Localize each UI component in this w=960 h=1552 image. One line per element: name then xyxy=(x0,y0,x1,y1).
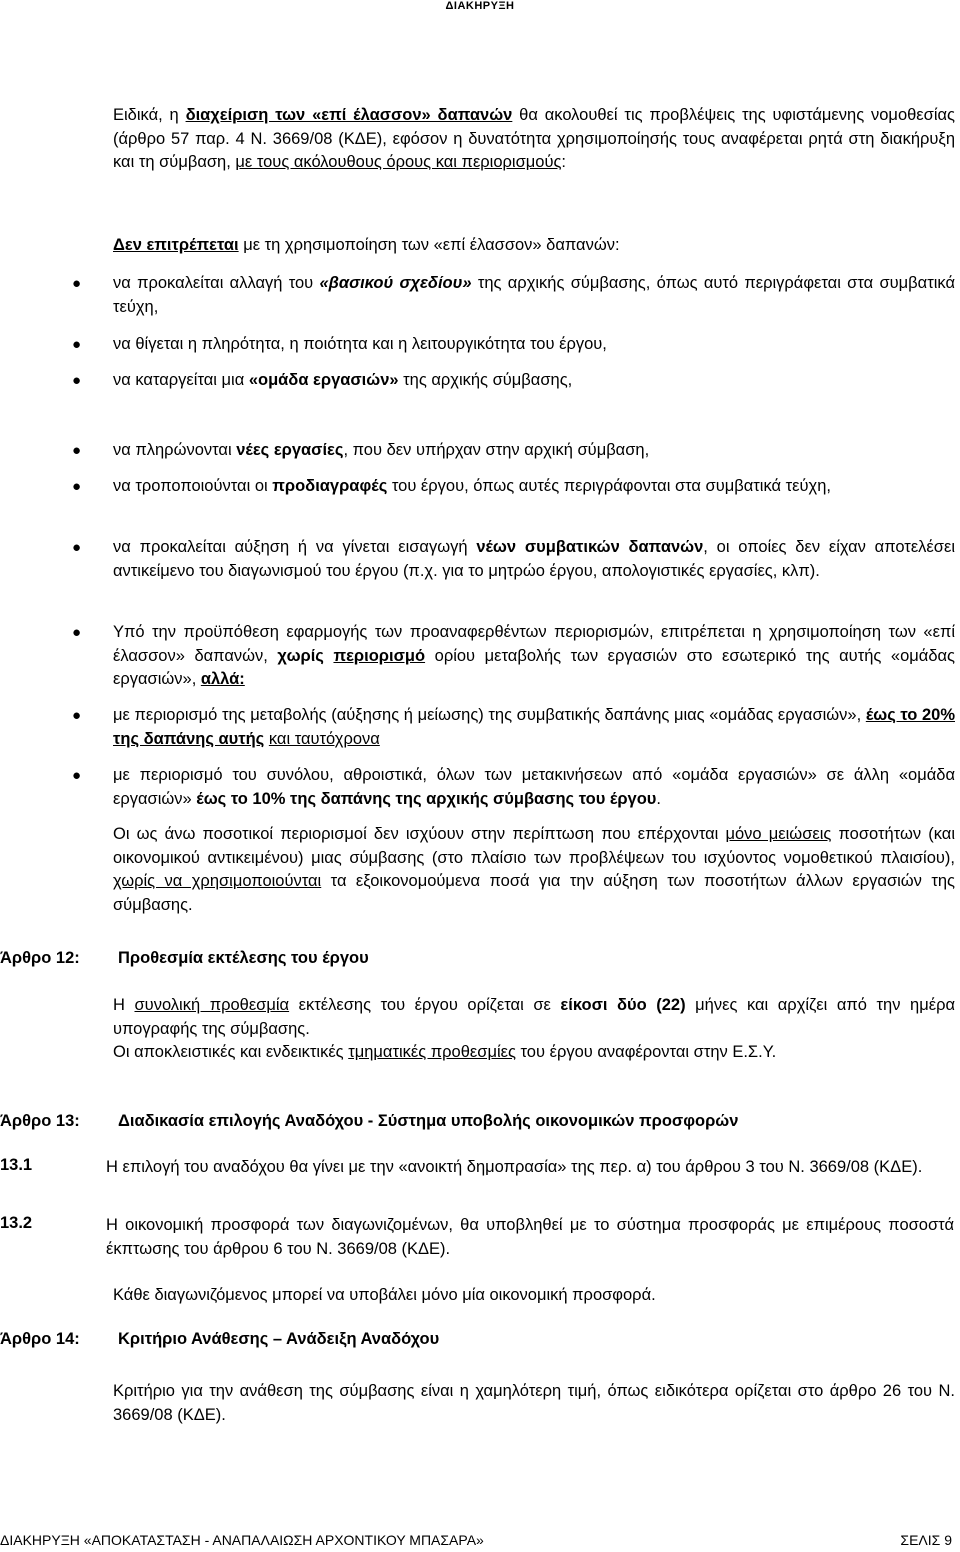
text-segment: της αρχικής σύμβασης, xyxy=(398,371,573,389)
text-segment: νέων συμβατικών δαπανών xyxy=(476,538,704,556)
text-segment: να τροποποιούνται οι xyxy=(113,477,273,495)
not-allowed-heading xyxy=(113,234,955,258)
text-segment: . xyxy=(656,789,661,808)
bullet-icon: ● xyxy=(72,442,82,459)
list-item xyxy=(113,439,955,463)
text-segment: συνολική προθεσμία xyxy=(134,996,290,1014)
bullet-icon: ● xyxy=(72,372,82,389)
text-segment: να καταργείται μια xyxy=(113,371,249,389)
article-12-number: Άρθρο 12: xyxy=(0,949,80,967)
section-13-1-text: Η επιλογή του αναδόχου θα γίνει με την «ανοικτή δημοπρασία» της περ. α) του άρθρου 3 του Ν. 3669/08 (ΚΔΕ). xyxy=(106,1158,923,1176)
text-segment: να θίγεται η πληρότητα, η ποιότητα και η λειτουργικότητα του έργου, xyxy=(113,335,607,353)
intro-text: Ειδικά, η xyxy=(113,106,186,124)
list-item xyxy=(113,272,955,319)
article-13-number: Άρθρο 13: xyxy=(0,1112,80,1130)
text-segment: να πληρώνονται xyxy=(113,441,237,459)
text-segment: , που δεν υπήρχαν στην αρχική σύμβαση, xyxy=(343,441,650,459)
text-segment: προδιαγραφές xyxy=(272,477,388,495)
not-allowed-label: Δεν επιτρέπεται xyxy=(113,236,239,254)
text-segment: ορίου μεταβολής των εργασιών στο εσωτερικό της αυτής «ομάδας εργασιών», xyxy=(113,646,955,688)
text-segment: «βασικού σχεδίου» xyxy=(319,274,472,292)
text-segment: με περιορισμό του συνόλου, αθροιστικά, όλων των μετακινήσεων από «ομάδα εργασιών» σε άλλη «ομάδα εργασιών» xyxy=(113,766,955,808)
intro-text: : xyxy=(561,153,567,171)
footer-title: ΔΙΑΚΗΡΥΞΗ «ΑΠΟΚΑΤΑΣΤΑΣΗ - ΑΝΑΠΑΛΑΙΩΣΗ ΑΡΧΟΝΤΙΚΟΥ ΜΠΑΣΑΡΑ» xyxy=(0,1532,484,1548)
page-number: ΣΕΛΙΣ 9 xyxy=(900,1532,952,1548)
intro-underline: με τους ακόλουθους όρους και περιορισμούς xyxy=(235,153,562,171)
text-segment: Οι αποκλειστικές και ενδεικτικές xyxy=(113,1043,349,1061)
bullet-icon: ● xyxy=(72,478,82,495)
intro-paragraph xyxy=(113,104,955,175)
bullet-icon: ● xyxy=(72,624,82,641)
text-segment: έως το 10% της δαπάνης της αρχικής σύμβασης του έργου xyxy=(196,789,657,808)
text-segment: χωρίς xyxy=(277,646,334,665)
list-item xyxy=(113,333,955,357)
article-13-title: Διαδικασία επιλογής Αναδόχου - Σύστημα υποβολής οικονομικών προσφορών xyxy=(118,1112,739,1130)
not-allowed-text: με τη χρησιμοποίηση των «επί έλασσον» δαπανών: xyxy=(238,236,620,254)
intro-text: θα ακολουθεί τις προβλέψεις της υφιστάμενης νομοθεσίας (άρθρο 57 παρ. 4 Ν. 3669/08 (ΚΔΕ), εφόσον η δυνατότητα χρησιμοποίησής τους αναφέρεται ρητά στη διακήρυξη και τη σύμβαση, xyxy=(113,106,955,171)
section-13-3-text: Κάθε διαγωνιζόμενος μπορεί να υποβάλει μόνο μία οικονομική προσφορά. xyxy=(113,1286,656,1304)
list-item xyxy=(113,536,955,583)
section-13-2-number: 13.2 xyxy=(0,1214,33,1232)
text-segment: νέες εργασίες xyxy=(236,441,344,459)
article-12-text xyxy=(113,994,955,1041)
list-item xyxy=(113,764,955,811)
note-paragraph xyxy=(113,823,955,917)
list-item xyxy=(113,704,955,751)
text-segment: τα εξοικονομούμενα ποσά για την αύξηση των ποσοτήτων άλλων εργασιών της σύμβασης. xyxy=(113,872,956,914)
text-segment: και ταυτόχρονα xyxy=(268,729,380,748)
list-item xyxy=(113,369,955,393)
article-14-title: Κριτήριο Ανάθεσης – Ανάδειξη Αναδόχου xyxy=(118,1330,440,1348)
text-segment: χωρίς να χρησιμοποιούνται xyxy=(113,872,322,890)
text-segment: τμηματικές προθεσμίες xyxy=(348,1043,516,1061)
text-segment: περιορισμό xyxy=(333,646,426,665)
text-segment: μήνες και αρχίζει από την ημέρα υπογραφής της σύμβασης. xyxy=(113,996,956,1038)
text-segment: να προκαλείται αύξηση ή να γίνεται εισαγωγή xyxy=(113,538,477,556)
text-segment: Υπό την προϋπόθεση εφαρμογής των προαναφερθέντων περιορισμών, επιτρέπεται η χρησιμοποίηση των «επί έλασσον» δαπανών, xyxy=(113,623,955,665)
page-header: ΔΙΑΚΗΡΥΞΗ xyxy=(445,0,515,12)
list-item xyxy=(113,621,955,692)
text-segment: , οι οποίες δεν είχαν αποτελέσει αντικείμενο του διαγωνισμού του έργου (π.χ. για το μητρώο έργου, απολογιστικές εργασίες, κλπ). xyxy=(113,538,955,580)
text-segment: εκτέλεσης του έργου ορίζεται σε xyxy=(289,996,561,1014)
text-segment: αλλά: xyxy=(200,670,245,688)
list-item xyxy=(113,475,955,499)
text-segment: του έργου αναφέρονται στην Ε.Σ.Υ. xyxy=(515,1043,777,1061)
bullet-icon: ● xyxy=(72,707,82,724)
text-segment: ποσοτήτων (και οικονομικού αντικειμένου) μιας σύμβασης (στο πλαίσιο των προβλέψεων του ισχύοντος νομοθετικού πλαισίου), xyxy=(113,825,956,867)
text-segment: να προκαλείται αλλαγή του xyxy=(113,274,320,292)
bullet-icon: ● xyxy=(72,767,82,784)
text-segment: με περιορισμό της μεταβολής (αύξησης ή μείωσης) της συμβατικής δαπάνης μιας «ομάδας εργασιών», xyxy=(113,706,866,724)
article-12-text-2 xyxy=(113,1041,955,1065)
bullet-icon: ● xyxy=(72,275,82,292)
bullet-icon: ● xyxy=(72,336,82,353)
article-14-text: Κριτήριο για την ανάθεση της σύμβασης είναι η χαμηλότερη τιμή, όπως ειδικότερα ορίζεται στο άρθρο 26 του Ν. 3669/08 (ΚΔΕ). xyxy=(113,1382,955,1424)
text-segment: Οι ως άνω ποσοτικοί περιορισμοί δεν ισχύουν στην περίπτωση που επέρχονται xyxy=(113,825,726,843)
text-segment: της αρχικής σύμβασης, όπως αυτό περιγράφεται στα συμβατικά τεύχη, xyxy=(113,274,955,316)
text-segment: του έργου, όπως αυτές περιγράφονται στα συμβατικά τεύχη, xyxy=(387,477,831,495)
section-13-1-number: 13.1 xyxy=(0,1156,33,1174)
text-segment: έως το 20% της δαπάνης αυτής xyxy=(113,706,955,748)
text-segment: «ομάδα εργασιών» xyxy=(248,371,399,389)
article-12-title: Προθεσμία εκτέλεσης του έργου xyxy=(118,949,369,967)
intro-emphasis: διαχείριση των «επί έλασσον» δαπανών xyxy=(185,106,513,124)
text-segment: μόνο μειώσεις xyxy=(725,825,832,843)
article-14-number: Άρθρο 14: xyxy=(0,1330,80,1348)
bullet-icon: ● xyxy=(72,539,82,556)
section-13-2-text: Η οικονομική προσφορά των διαγωνιζομένων, θα υποβληθεί με το σύστημα προσφοράς με επιμέρους ποσοστά έκπτωσης του άρθρου 6 του Ν. 3669/08 (ΚΔΕ). xyxy=(106,1216,954,1258)
text-segment: Η xyxy=(113,996,135,1014)
text-segment: είκοσι δύο (22) xyxy=(560,996,686,1014)
